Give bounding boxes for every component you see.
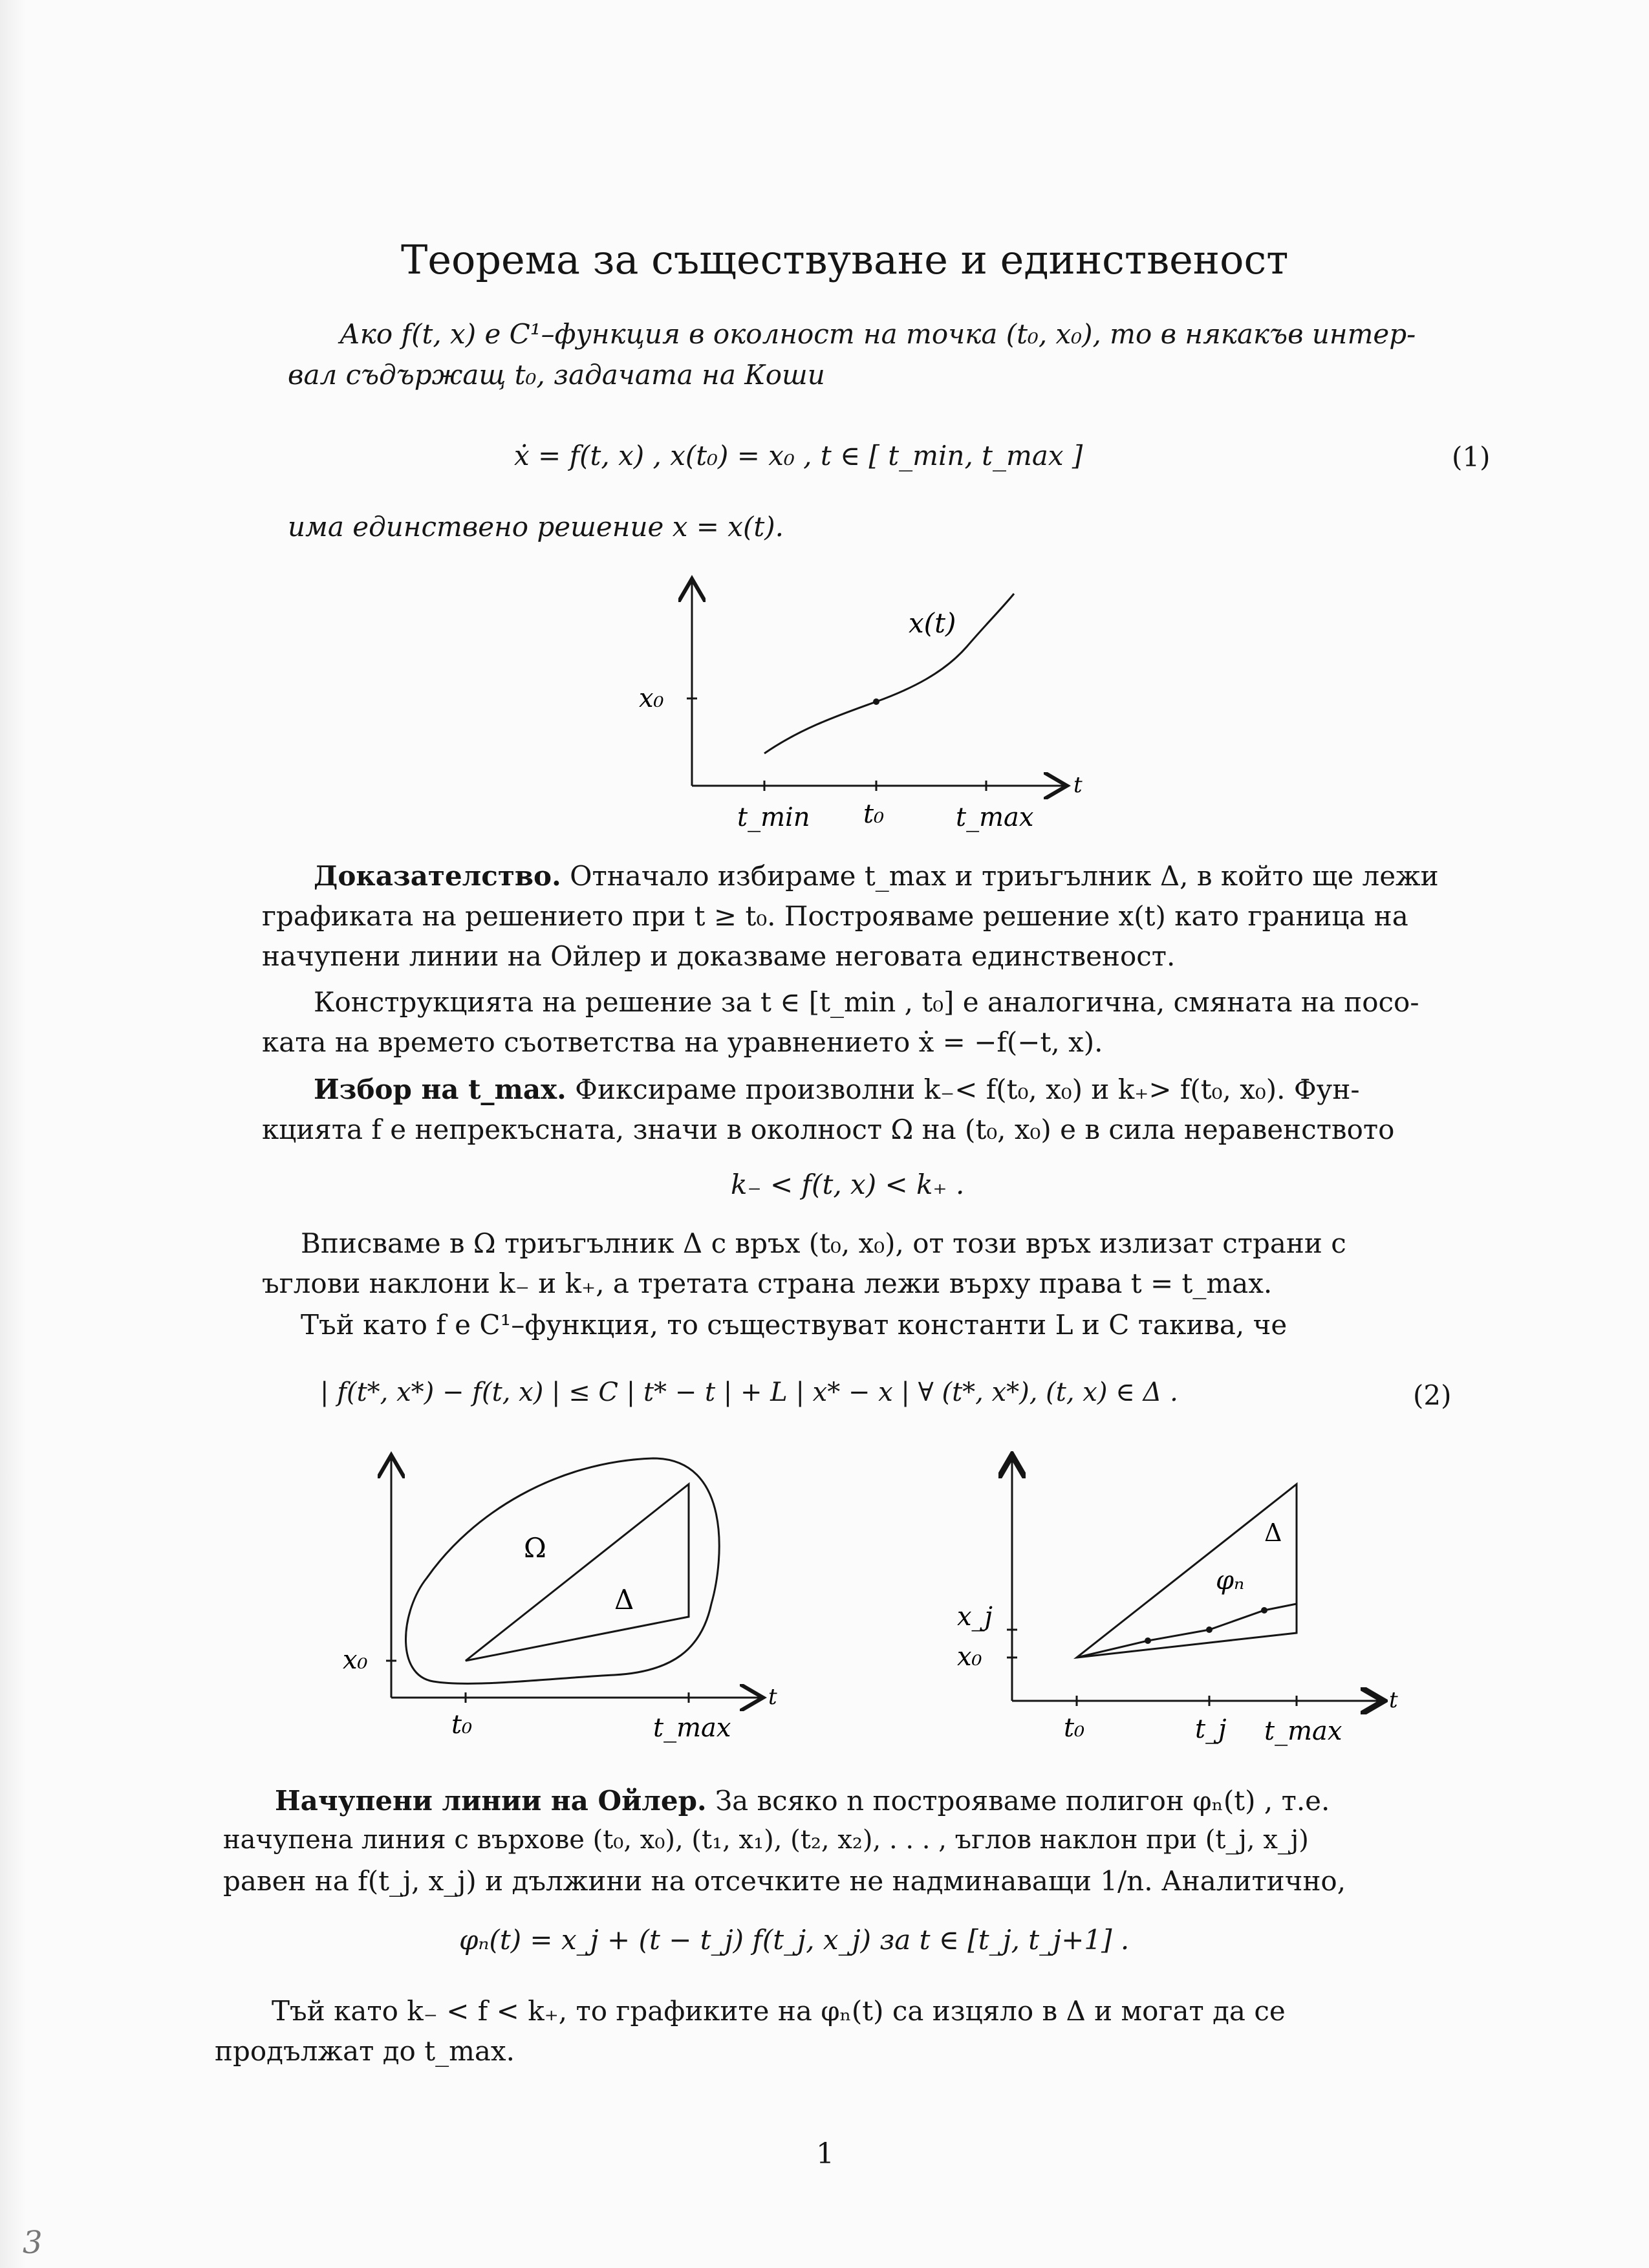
euler-heading: Начупени линии на Ойлер. <box>275 1785 707 1817</box>
euler-line-3: равен на f(t_j, x_j) и дължини на отсечките не надминаващи 1/n. Аналитично, <box>223 1865 1346 1897</box>
tick-label-t0: t₀ <box>451 1710 473 1740</box>
choice-line-3: Вписваме в Ω триъгълник Δ с връх (t₀, x₀), от този връх излизат страни с <box>301 1227 1346 1259</box>
euler-line-5: продължат до t_max. <box>215 2035 515 2067</box>
y-tick-label: x₀ <box>343 1645 368 1675</box>
tick-label-tmin: t_min <box>737 803 810 832</box>
euler-line-1 <box>275 1785 1330 1817</box>
proof-line-2: графиката на решението при t ≥ t₀. Построяваме решение x(t) като граница на <box>262 900 1408 932</box>
choice-line-4: ъглови наклони k₋ и k₊, а третата страна лежи върху права t = t_max. <box>262 1268 1273 1299</box>
equation-1: ẋ = f(t, x) , x(t₀) = x₀ , t ∈ [ t_min, t_max ] <box>514 440 1083 471</box>
corner-handwritten-mark: 3 <box>23 2225 43 2261</box>
euler-text-1: За всяко n построяваме полигон φₙ(t) , т.е. <box>715 1785 1330 1817</box>
choice-line-1 <box>314 1074 1360 1105</box>
tick-label-tj: t_j <box>1195 1714 1227 1744</box>
tick-label-t0: t₀ <box>863 799 885 829</box>
proof-heading: Доказателство. <box>314 860 561 892</box>
curve-label: x(t) <box>909 607 956 639</box>
proof-text-1: Отначало избираме t_max и триъгълник Δ, в който ще лежи <box>570 860 1439 892</box>
omega-triangle-figure <box>343 1442 795 1746</box>
equation-3: φₙ(t) = x_j + (t − t_j) f(t_j, x_j) за t ∈ [t_j, t_j+1] . <box>459 1924 1130 1956</box>
euler-polygon-figure <box>938 1445 1403 1749</box>
delta-triangle <box>466 1484 689 1661</box>
theorem-line-3: има единствено решение x = x(t). <box>288 511 784 543</box>
page-number: 1 <box>816 2137 834 2170</box>
choice-line-2: кцията f е непрекъсната, значи в околност Ω на (t₀, x₀) е в сила неравенството <box>262 1114 1395 1145</box>
proof-line-1 <box>314 860 1439 892</box>
proof-line-4: Конструкцията на решение за t ∈ [t_min , t₀] е аналогична, смяната на посо- <box>314 986 1419 1018</box>
y-tick-label-xj: x_j <box>957 1602 993 1632</box>
euler-line-2: начупена линия с върхове (t₀, x₀), (t₁, x₁), (t₂, x₂), . . . , ъглов наклон при (t_j, x_j) <box>223 1825 1309 1855</box>
delta-label: Δ <box>1264 1518 1282 1547</box>
polygon-vertex <box>1206 1626 1212 1633</box>
x-axis-label: t <box>1389 1687 1398 1713</box>
tick-label-tmax: t_max <box>956 803 1034 832</box>
initial-point <box>873 698 879 705</box>
equation-1-number: (1) <box>1452 441 1491 473</box>
solution-curve-figure <box>621 569 1106 841</box>
x-axis-label: t <box>768 1684 777 1710</box>
solution-curve <box>764 594 1014 753</box>
page-title: Теорема за съществуване и единственост <box>401 236 1289 283</box>
omega-region <box>406 1458 720 1683</box>
theorem-line-1: Ако f(t, x) е C¹–функция в околност на точка (t₀, x₀), то в някакъв интер- <box>339 318 1416 350</box>
euler-line-4: Тъй като k₋ < f < k₊, то графиките на φₙ(t) са изцяло в Δ и могат да се <box>272 1995 1286 2027</box>
inequality: k₋ < f(t, x) < k₊ . <box>731 1169 965 1200</box>
choice-text-1: Фиксираме произволни k₋< f(t₀, x₀) и k₊> f(t₀, x₀). Фун- <box>575 1074 1360 1105</box>
polygon-vertex <box>1145 1637 1151 1644</box>
tick-label-tmax: t_max <box>653 1713 731 1743</box>
tick-label-tmax: t_max <box>1264 1716 1342 1746</box>
phi-label: φₙ <box>1216 1566 1245 1595</box>
y-tick-label: x₀ <box>639 684 664 713</box>
choice-line-5: Тъй като f е C¹–функция, то съществуват константи L и C такива, че <box>301 1309 1288 1341</box>
scan-shadow <box>0 0 26 2268</box>
delta-triangle <box>1077 1484 1297 1658</box>
proof-line-5: ката на времето съответства на уравнението ẋ = −f(−t, x). <box>262 1026 1103 1058</box>
polygon-vertex <box>1261 1607 1267 1614</box>
equation-2-number: (2) <box>1413 1379 1452 1411</box>
x-axis-label: t <box>1073 772 1083 798</box>
proof-line-3: начупени линии на Ойлер и доказваме неговата единственост. <box>262 940 1176 972</box>
equation-2: | f(t*, x*) − f(t, x) | ≤ C | t* − t | + L | x* − x | ∀ (t*, x*), (t, x) ∈ Δ . <box>320 1377 1178 1407</box>
omega-label: Ω <box>524 1532 546 1564</box>
choice-heading: Избор на t_max. <box>314 1074 566 1105</box>
tick-label-t0: t₀ <box>1064 1713 1085 1743</box>
delta-label: Δ <box>614 1584 634 1615</box>
theorem-line-2: вал съдържащ t₀, задачата на Коши <box>288 359 825 391</box>
y-tick-label-x0: x₀ <box>957 1642 982 1672</box>
